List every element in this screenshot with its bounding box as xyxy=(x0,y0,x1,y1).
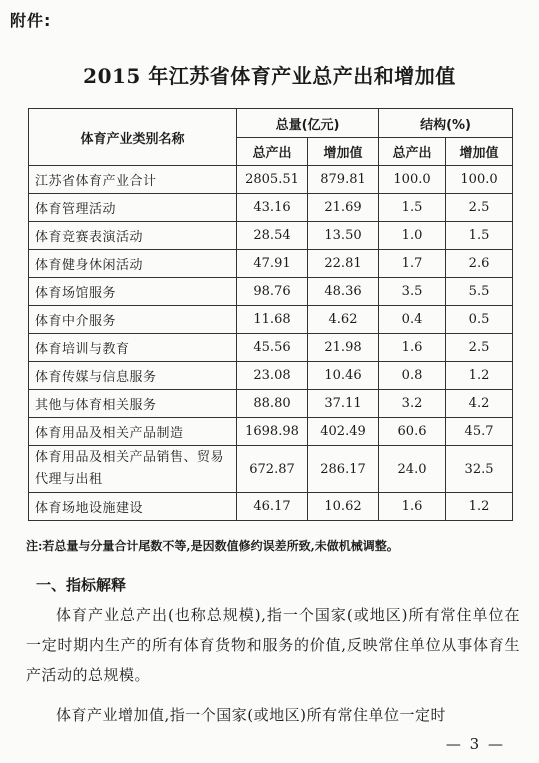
paragraph-added-value-definition: 体育产业增加值,指一个国家(或地区)所有常住单位一定时 xyxy=(56,706,446,724)
row-share-added: 4.2 xyxy=(446,390,513,418)
row-share-output: 1.6 xyxy=(379,334,446,362)
table-note: 注:若总量与分量合计尾数不等,是因数值修约误差所致,未做机械调整。 xyxy=(26,539,399,553)
row-share-output: 0.4 xyxy=(379,306,446,334)
row-name: 其他与体育相关服务 xyxy=(29,390,237,418)
row-share-output: 24.0 xyxy=(379,446,446,493)
row-name: 体育用品及相关产品制造 xyxy=(29,418,237,446)
row-share-added: 5.5 xyxy=(446,278,513,306)
row-output: 47.91 xyxy=(237,250,308,278)
row-output: 1698.98 xyxy=(237,418,308,446)
row-output: 98.76 xyxy=(237,278,308,306)
table-row xyxy=(29,334,513,362)
row-share-added: 1.5 xyxy=(446,222,513,250)
row-share-added: 0.5 xyxy=(446,306,513,334)
row-name: 体育传媒与信息服务 xyxy=(29,362,237,390)
header-total-added: 增加值 xyxy=(308,138,379,166)
row-added: 10.46 xyxy=(308,362,379,390)
paragraph-output-definition: 体育产业总产出(也称总规模),指一个国家(或地区)所有常住单位在一定时期内生产的所有体育货物和服务的价值,反映常住单位从事体育生产活动的总规模。 xyxy=(26,606,520,684)
table-row xyxy=(29,493,513,521)
row-share-added: 32.5 xyxy=(446,446,513,493)
row-share-added: 1.2 xyxy=(446,362,513,390)
row-share-output: 1.0 xyxy=(379,222,446,250)
row-output: 46.17 xyxy=(237,493,308,521)
row-added: 402.49 xyxy=(308,418,379,446)
row-added: 286.17 xyxy=(308,446,379,493)
row-output: 88.80 xyxy=(237,390,308,418)
row-share-output: 0.8 xyxy=(379,362,446,390)
row-share-added: 2.5 xyxy=(446,194,513,222)
row-share-output: 1.5 xyxy=(379,194,446,222)
table-row xyxy=(29,306,513,334)
sports-industry-table xyxy=(28,108,513,521)
table-row xyxy=(29,250,513,278)
table-row xyxy=(29,222,513,250)
row-output: 23.08 xyxy=(237,362,308,390)
table-title: 2015 年江苏省体育产业总产出和增加值 xyxy=(83,64,456,88)
attachment-label: 附件: xyxy=(10,11,52,30)
row-added: 22.81 xyxy=(308,250,379,278)
row-added: 13.50 xyxy=(308,222,379,250)
row-name: 体育竞赛表演活动 xyxy=(29,222,237,250)
row-share-output: 1.6 xyxy=(379,493,446,521)
page-number: — 3 — xyxy=(445,735,505,753)
table-row xyxy=(29,194,513,222)
header-structure: 结构(%) xyxy=(379,109,513,138)
header-total-output: 总产出 xyxy=(237,138,308,166)
row-share-output: 60.6 xyxy=(379,418,446,446)
row-name: 体育场地设施建设 xyxy=(29,493,237,521)
row-name: 体育中介服务 xyxy=(29,306,237,334)
row-share-added: 45.7 xyxy=(446,418,513,446)
row-share-output: 3.5 xyxy=(379,278,446,306)
row-name: 体育用品及相关产品销售、贸易代理与出租 xyxy=(29,446,237,493)
row-output: 11.68 xyxy=(237,306,308,334)
header-structure-added: 增加值 xyxy=(446,138,513,166)
row-name: 体育管理活动 xyxy=(29,194,237,222)
row-name: 江苏省体育产业合计 xyxy=(29,166,237,194)
table-row xyxy=(29,166,513,194)
row-share-added: 1.2 xyxy=(446,493,513,521)
row-name: 体育培训与教育 xyxy=(29,334,237,362)
row-output: 43.16 xyxy=(237,194,308,222)
header-structure-output: 总产出 xyxy=(379,138,446,166)
row-name: 体育场馆服务 xyxy=(29,278,237,306)
row-output: 28.54 xyxy=(237,222,308,250)
row-share-output: 3.2 xyxy=(379,390,446,418)
row-added: 4.62 xyxy=(308,306,379,334)
row-name: 体育健身休闲活动 xyxy=(29,250,237,278)
header-total: 总量(亿元) xyxy=(237,109,379,138)
row-added: 21.69 xyxy=(308,194,379,222)
table-row xyxy=(29,390,513,418)
section-heading: 一、指标解释 xyxy=(36,576,127,594)
row-share-output: 1.7 xyxy=(379,250,446,278)
row-added: 10.62 xyxy=(308,493,379,521)
table-row xyxy=(29,446,513,493)
row-added: 21.98 xyxy=(308,334,379,362)
row-output: 2805.51 xyxy=(237,166,308,194)
row-added: 879.81 xyxy=(308,166,379,194)
row-share-added: 100.0 xyxy=(446,166,513,194)
table-row xyxy=(29,278,513,306)
row-output: 672.87 xyxy=(237,446,308,493)
row-share-output: 100.0 xyxy=(379,166,446,194)
table-row xyxy=(29,362,513,390)
row-output: 45.56 xyxy=(237,334,308,362)
row-share-added: 2.5 xyxy=(446,334,513,362)
row-added: 48.36 xyxy=(308,278,379,306)
row-share-added: 2.6 xyxy=(446,250,513,278)
header-category: 体育产业类别名称 xyxy=(29,109,237,166)
table-row xyxy=(29,418,513,446)
row-added: 37.11 xyxy=(308,390,379,418)
